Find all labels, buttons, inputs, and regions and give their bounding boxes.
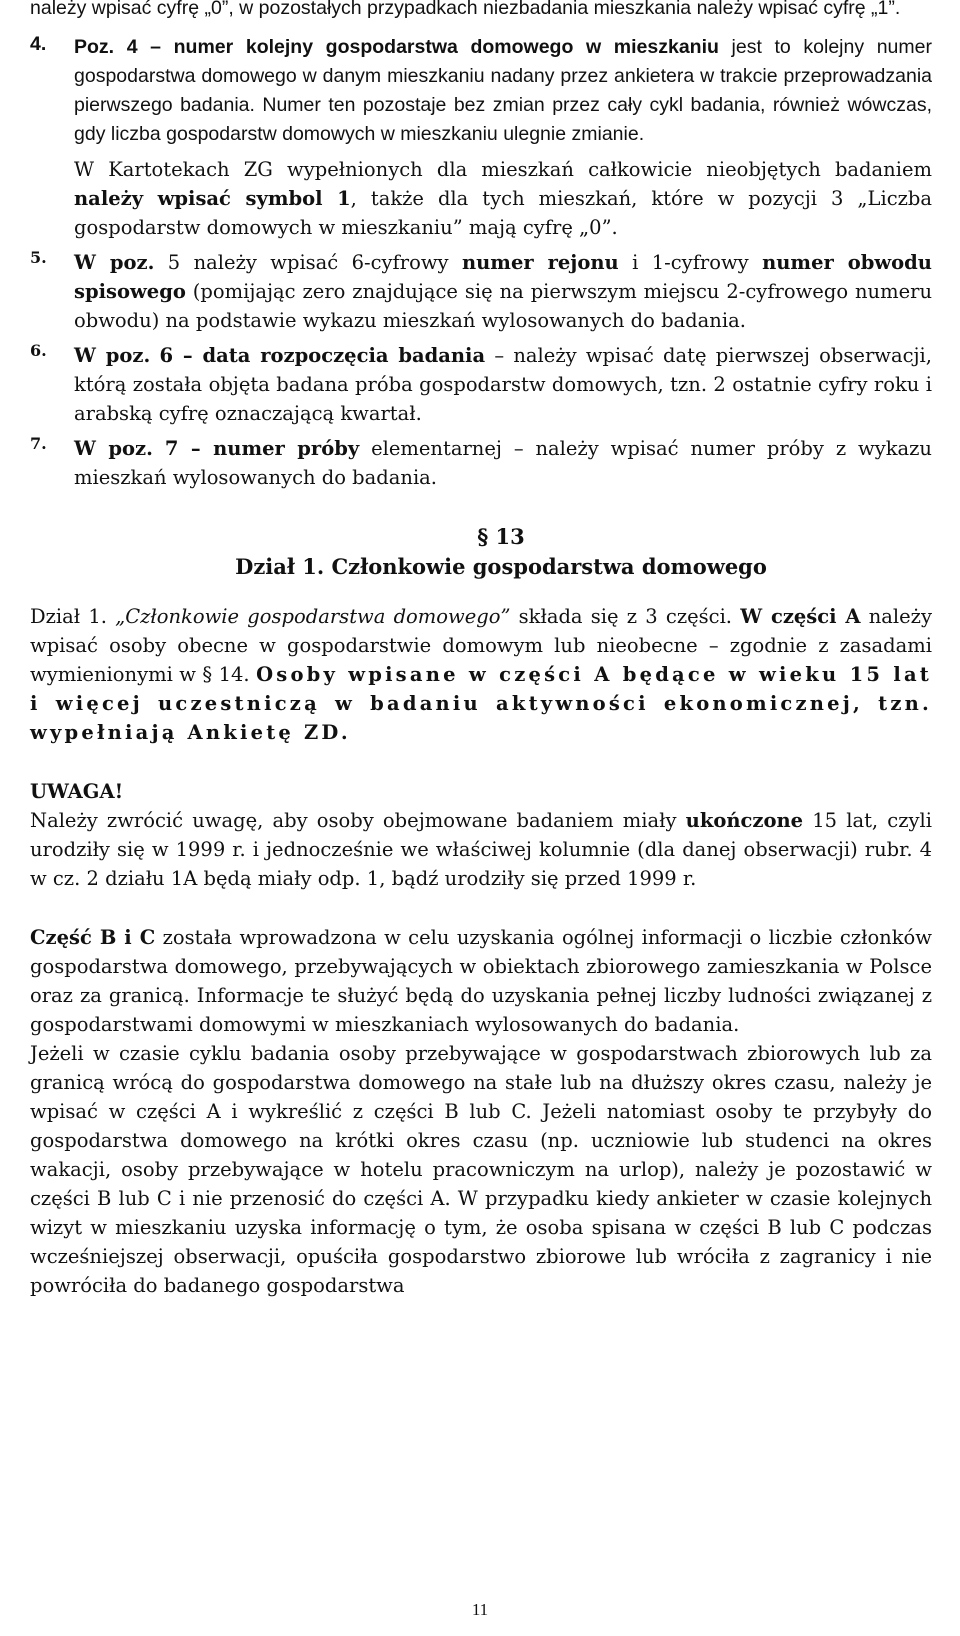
dzial-czesc-a: W części A (740, 605, 861, 628)
item-number: 4. (30, 33, 47, 55)
dzial-a: Dział 1. (30, 605, 116, 628)
item-number: 5. (30, 248, 47, 267)
uwaga-c: 15 lat, czyli urodziły się w 1999 r. i jednocześnie we właściwej kolumnie (dla danej obserwacji) rubr. 4 w cz. 2 działu 1A będą miały odp. 1, bądź urodziły się przed 1999 r. (30, 809, 932, 890)
page-number: 11 (471, 1600, 489, 1619)
uwaga-a: Należy zwrócić uwagę, aby osoby obejmowane badaniem miały (30, 809, 686, 832)
item-4-text (74, 33, 932, 149)
item-4-rest: jest to kolejny numer gospodarstwa domowego w danym mieszkaniu nadany przez ankietera w trakcie przeprowadzania pierwszego badania. Numer ten pozostaje bez zmian przez cały cykl badania, również wówczas, gdy liczba gospodarstw domowych w mieszkaniu ulegnie zmianie. (74, 36, 932, 145)
paragraph-jezeli: Jeżeli w czasie cyklu badania osoby przebywające w gospodarstwach zbiorowych lub za granicą wrócą do gospodarstwa domowego na stałe lub na dłuższy okres czasu, należy je wpisać w części A i wykreślić z części B lub C. Jeżeli natomiast osoby te przybyły do gospodarstwa domowego na krótki okres czasu (np. uczniowie lub studenci na okres wakacji, osoby przebywające w hotelu pracowniczym na urlop), należy je pozostawić w części B lub C i nie przenosić do części A. W przypadku kiedy ankieter w czasie kolejnych wizyt w mieszkaniu uzyska informację o tym, że osoba spisana w części B lub C podczas wcześniejszej obserwacji, opuściła gospodarstwo zbiorowe lub wróciła z zagranicy i nie powróciła do badanego gospodarstwa (30, 1042, 932, 1297)
item-6-space (150, 344, 159, 367)
item-7-space (153, 437, 165, 460)
paragraph-dzial (30, 602, 932, 747)
item-6-bold: 6 – data rozpoczęcia badania (159, 344, 486, 367)
czesc-bc-b: została wprowadzona w celu uzyskania ogólnej informacji o liczbie członków gospodarstwa domowego, przebywających w obiektach zbiorowego zamieszkania w Polsce oraz za granicą. Informacje te służyć będą do uzyskania pełnej liczby ludności związanej z gospodarstwami domowymi w mieszkaniach wylosowanych do badania. (30, 926, 932, 1036)
czesc-bc-bold: Część B i C (30, 926, 156, 949)
paragraph-czesc-bc (30, 923, 932, 1039)
kartoteki-c: , także dla tych mieszkań, które w pozycji 3 „Liczba gospodarstw domowych w mieszkaniu” mają cyfrę „0”. (74, 187, 932, 239)
section-paragraph-mark: § 13 (477, 524, 525, 549)
item-number: 7. (30, 434, 47, 453)
dzial-e: należy wpisać osoby obecne w gospodarstwie domowym lub nieobecne – zgodnie z zasadami wymienionymi w § 14. (30, 605, 932, 686)
uwaga-ukonczone: ukończone (685, 809, 804, 832)
item-number: 6. (30, 341, 47, 360)
dzial-c: składa się z 3 części. (510, 605, 741, 628)
dzial-title-italic: „Członkowie gospodarstwa domowego” (115, 605, 511, 628)
item-5-c: i 1-cyfrowy (618, 251, 763, 274)
item-5-obwod: numer obwodu spisowego (74, 251, 932, 303)
uwaga-label: UWAGA! (30, 780, 124, 803)
kartoteki-bold: należy wpisać symbol 1 (74, 187, 351, 210)
paragraph-kartoteki (74, 155, 932, 242)
list-item-7 (30, 434, 932, 492)
paragraph-uwaga (30, 806, 932, 893)
list-item-5 (30, 248, 932, 335)
item-5-lead: W poz. (74, 251, 155, 274)
item-5-text (74, 248, 932, 335)
item-4-lead: Poz. 4 – numer kolejny gospodarstwa domowego w mieszkaniu (74, 36, 719, 58)
paragraph-intro: należy wpisać cyfrę „0”, w pozostałych przypadkach niezbadania mieszkania należy wpisać cyfrę „1”. (30, 0, 901, 19)
item-7-text (74, 434, 932, 492)
item-7-bold: 7 – numer próby (164, 437, 360, 460)
item-7-lead: W poz. (74, 437, 153, 460)
item-5-e: (pomijając zero znajdujące się na pierwszym miejscu 2-cyfrowego numeru obwodu) na podstawie wykazu mieszkań wylosowanych do badania. (74, 280, 932, 332)
item-7-c: elementarnej – należy wpisać numer próby z wykazu mieszkań wylosowanych do badania. (74, 437, 932, 489)
item-6-c: – należy wpisać datę pierwszej obserwacji, którą została objęta badana próba gospodarstw domowych, tzn. 2 ostatnie cyfry roku i arabską cyfrę oznaczającą kwartał. (74, 344, 932, 425)
item-5-a: 5 należy wpisać 6-cyfrowy (154, 251, 462, 274)
dzial-spaced-bold: Osoby wpisane w części A będące w wieku 15 lat i więcej uczestniczą w badaniu aktywności ekonomicznej, tzn. wypełniają Ankietę ZD. (30, 663, 932, 744)
list-item-6 (30, 341, 932, 428)
kartoteki-a: W Kartotekach ZG wypełnionych dla mieszkań całkowicie nieobjętych badaniem (74, 158, 932, 181)
item-6-lead: W poz. (74, 344, 151, 367)
document-page (30, 0, 932, 1300)
list-item-4 (30, 33, 932, 149)
item-5-rejon: numer rejonu (461, 251, 619, 274)
item-6-text (74, 341, 932, 428)
section-title: Dział 1. Członkowie gospodarstwa domowego (235, 554, 767, 579)
